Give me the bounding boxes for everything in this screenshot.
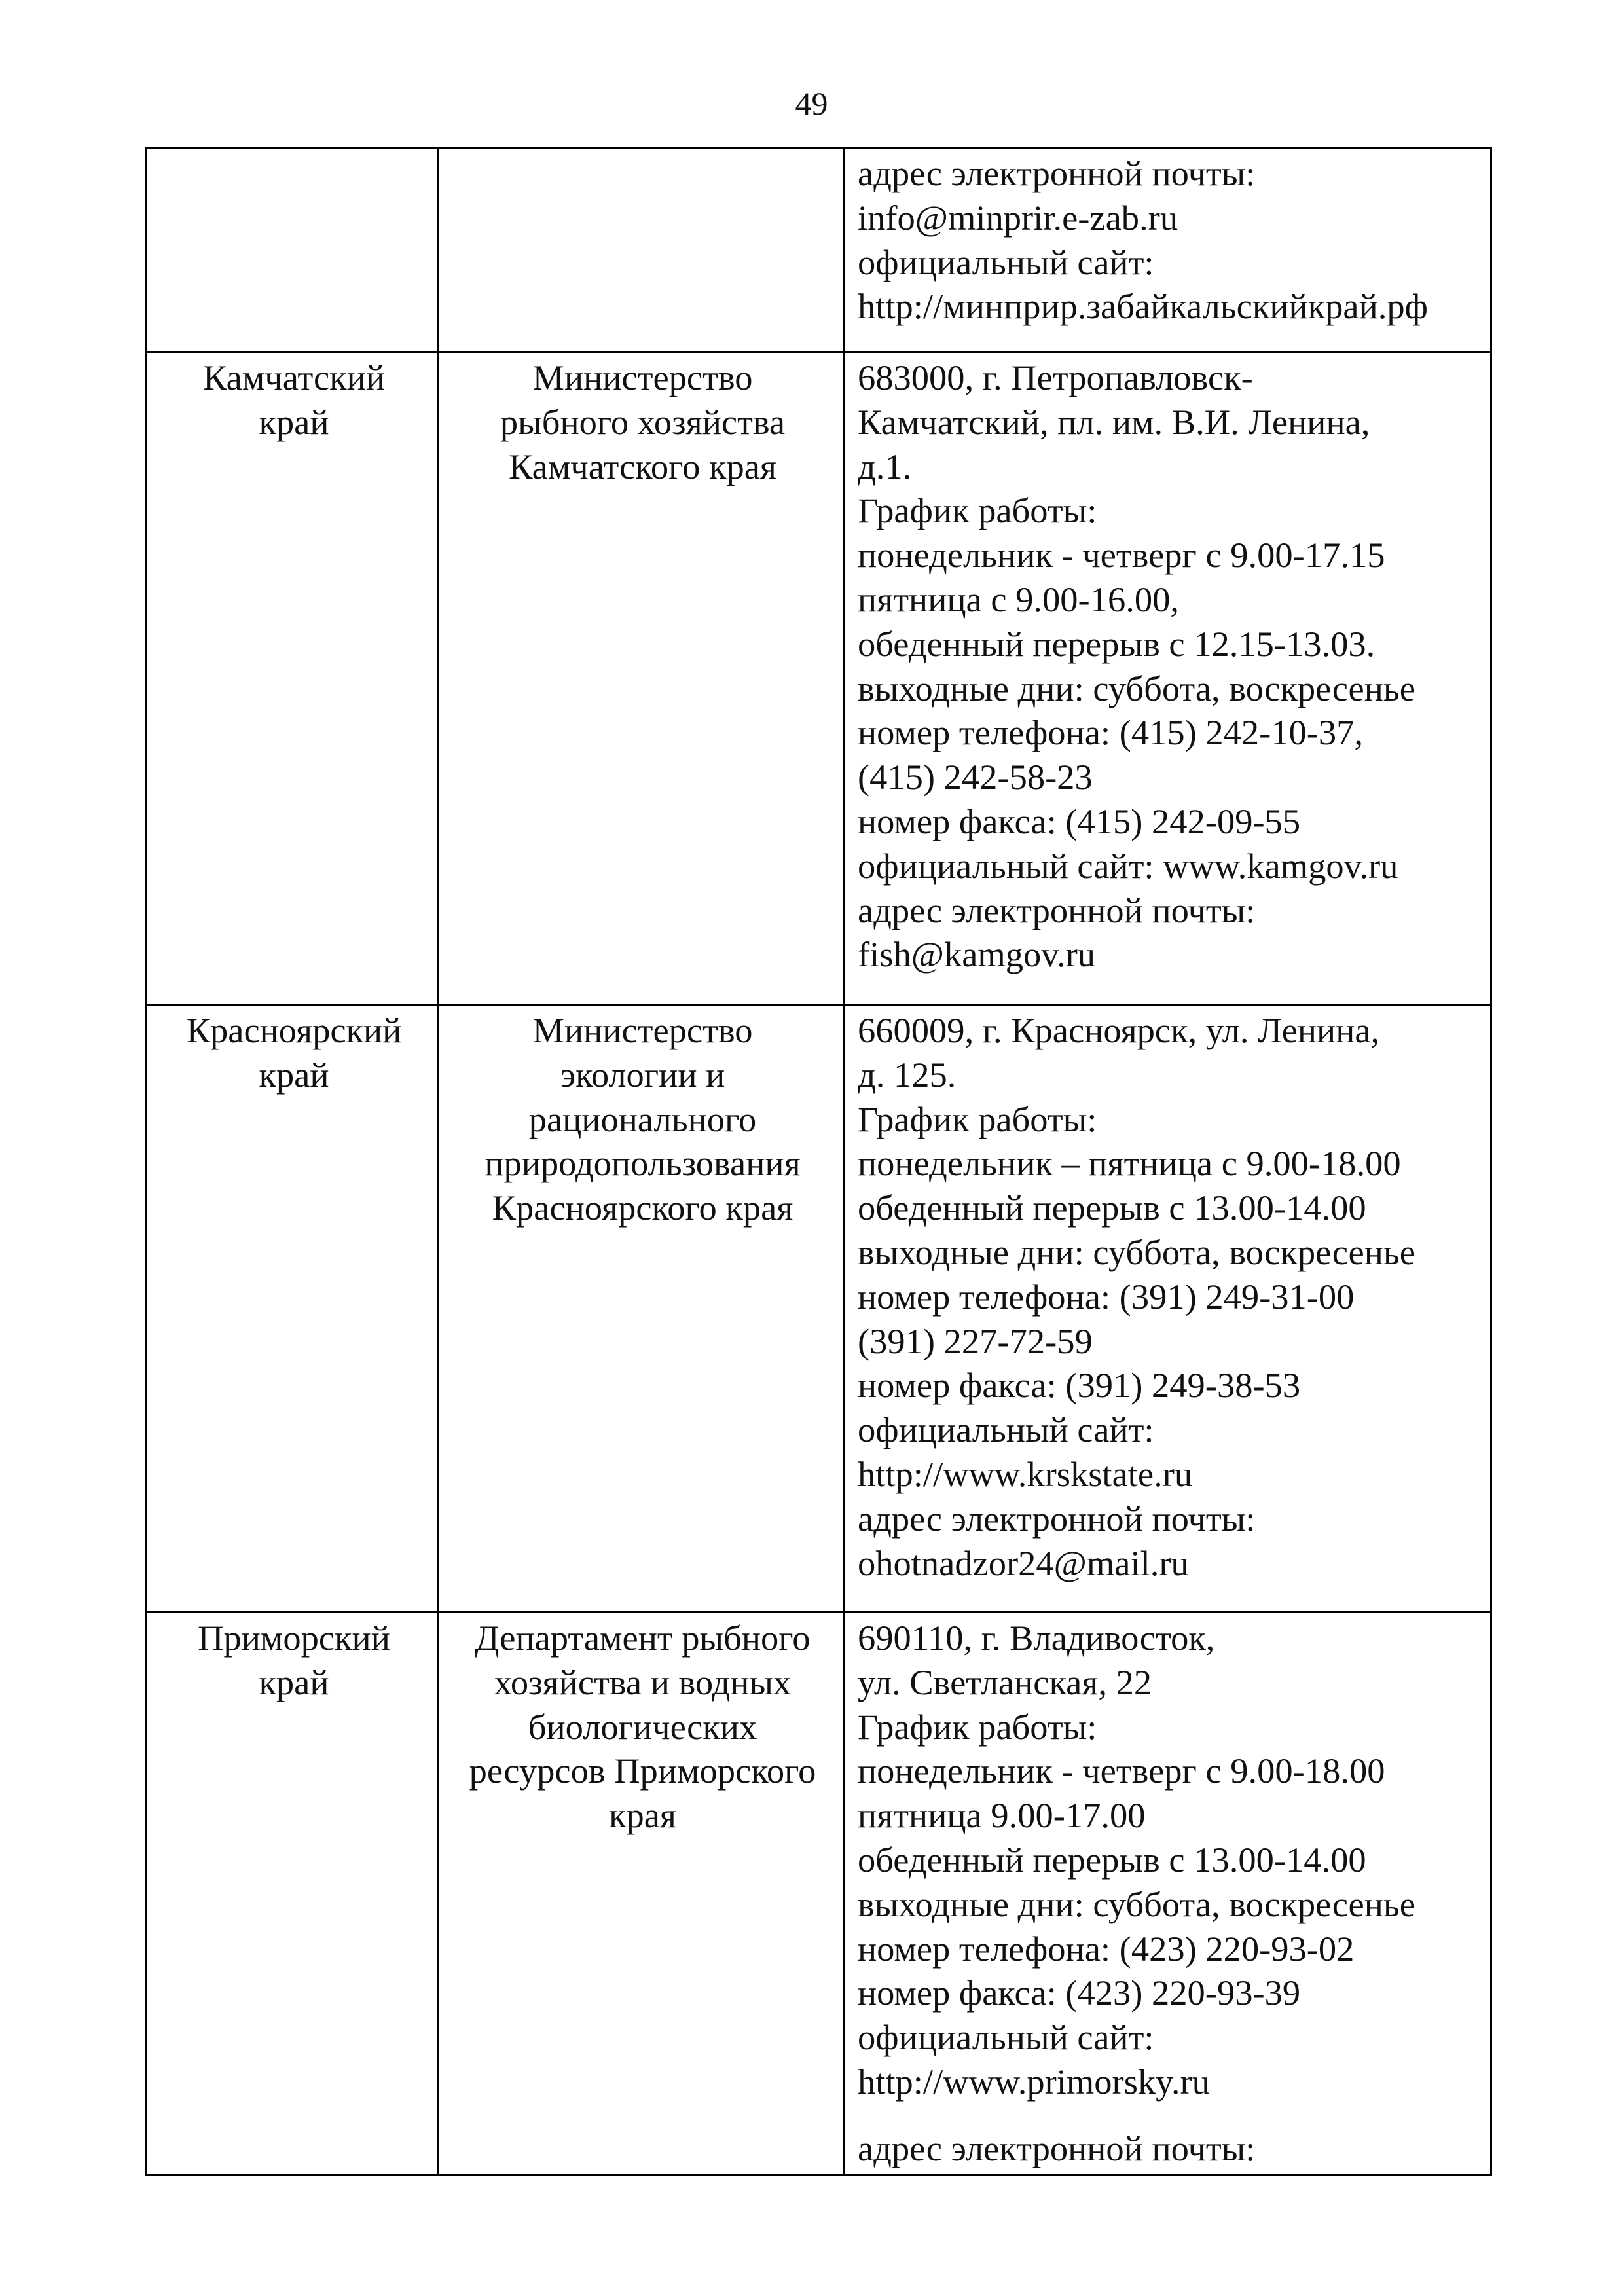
contact-info-cell bbox=[844, 148, 1491, 352]
organization-name-line: рыбного хозяйства bbox=[500, 401, 786, 442]
region-name-line: край bbox=[259, 401, 329, 442]
email-link[interactable]: info@minprir.e-zab.ru bbox=[858, 197, 1178, 238]
website-link[interactable]: официальный сайт: www.kamgov.ru bbox=[858, 845, 1398, 886]
fax-line: номер факса: (423) 220-93-39 bbox=[858, 1973, 1301, 2013]
region-name-line: Приморский bbox=[198, 1618, 390, 1658]
schedule-line: График работы: bbox=[858, 1706, 1097, 1747]
website-link[interactable]: http://www.primorsky.ru bbox=[858, 2061, 1210, 2102]
organization-name-line: Министерство bbox=[532, 357, 753, 397]
contact-info-cell bbox=[844, 1005, 1491, 1613]
schedule-line: пятница с 9.00-16.00, bbox=[858, 579, 1179, 619]
schedule-line: График работы: bbox=[858, 490, 1097, 531]
organization-name-line: природопользования bbox=[484, 1143, 801, 1184]
info-line: официальный сайт: bbox=[858, 2017, 1154, 2058]
region-name-line: край bbox=[259, 1054, 329, 1095]
contact-info-cell bbox=[844, 1613, 1491, 2175]
region-cell bbox=[147, 1005, 438, 1613]
website-link[interactable]: http://www.krskstate.ru bbox=[858, 1453, 1193, 1494]
phone-line: номер телефона: (391) 249-31-00 bbox=[858, 1276, 1355, 1317]
organization-name-line: биологических bbox=[528, 1706, 757, 1747]
table-row bbox=[147, 1613, 1491, 2175]
agencies-table bbox=[145, 147, 1492, 2176]
organization-name-line: Департамент рыбного bbox=[475, 1618, 811, 1658]
organization-name-line: ресурсов Приморского bbox=[469, 1751, 816, 1791]
region-name-line: Красноярский bbox=[186, 1010, 402, 1050]
schedule-line: пятница 9.00-17.00 bbox=[858, 1795, 1146, 1836]
address-line: д.1. bbox=[858, 446, 912, 486]
fax-line: номер факса: (415) 242-09-55 bbox=[858, 801, 1301, 841]
organization-cell bbox=[438, 1005, 844, 1613]
schedule-line: обеденный перерыв с 13.00-14.00 bbox=[858, 1188, 1366, 1228]
info-line: официальный сайт: bbox=[858, 242, 1154, 282]
region-name-line: край bbox=[259, 1662, 329, 1702]
organization-name-line: Министерство bbox=[532, 1010, 753, 1050]
region-cell bbox=[147, 352, 438, 1005]
info-line: адрес электронной почты: bbox=[858, 1498, 1256, 1539]
schedule-line: выходные дни: суббота, воскресенье bbox=[858, 668, 1415, 708]
organization-name-line: Камчатского края bbox=[509, 446, 776, 486]
address-line: 660009, г. Красноярск, ул. Ленина, bbox=[858, 1010, 1380, 1050]
schedule-line: понедельник - четверг с 9.00-18.00 bbox=[858, 1751, 1385, 1791]
fax-line: номер факса: (391) 249-38-53 bbox=[858, 1365, 1301, 1406]
region-name-line: Камчатский bbox=[203, 357, 385, 397]
table-row bbox=[147, 1005, 1491, 1613]
table-row bbox=[147, 352, 1491, 1005]
organization-cell bbox=[438, 352, 844, 1005]
page-number: 49 bbox=[795, 85, 828, 122]
website-link[interactable]: http://минприр.забайкальскийкрай.рф bbox=[858, 286, 1428, 327]
address-line: Камчатский, пл. им. В.И. Ленина, bbox=[858, 401, 1370, 442]
schedule-line: понедельник – пятница с 9.00-18.00 bbox=[858, 1143, 1401, 1184]
address-line: д. 125. bbox=[858, 1054, 957, 1095]
organization-cell bbox=[438, 148, 844, 352]
schedule-line: обеденный перерыв с 12.15-13.03. bbox=[858, 623, 1376, 664]
email-link[interactable]: fish@kamgov.ru bbox=[858, 934, 1096, 975]
info-line: официальный сайт: bbox=[858, 1410, 1154, 1450]
phone-line: номер телефона: (415) 242-10-37, bbox=[858, 712, 1364, 753]
region-cell bbox=[147, 1613, 438, 2175]
organization-name-line: Красноярского края bbox=[492, 1188, 793, 1228]
schedule-line: График работы: bbox=[858, 1099, 1097, 1139]
region-cell bbox=[147, 148, 438, 352]
organization-cell bbox=[438, 1613, 844, 2175]
phone-line: (391) 227-72-59 bbox=[858, 1321, 1093, 1361]
info-line: адрес электронной почты: bbox=[858, 2128, 1256, 2168]
schedule-line: выходные дни: суббота, воскресенье bbox=[858, 1884, 1415, 1924]
table-row bbox=[147, 148, 1491, 352]
address-line: 683000, г. Петропавловск- bbox=[858, 357, 1253, 397]
schedule-line: обеденный перерыв с 13.00-14.00 bbox=[858, 1839, 1366, 1880]
organization-name-line: экологии и bbox=[560, 1054, 725, 1095]
email-link[interactable]: ohotnadzor24@mail.ru bbox=[858, 1542, 1189, 1583]
info-line: адрес электронной почты: bbox=[858, 153, 1256, 193]
organization-name-line: хозяйства и водных bbox=[494, 1662, 792, 1702]
contact-info-cell bbox=[844, 352, 1491, 1005]
address-line: 690110, г. Владивосток, bbox=[858, 1618, 1215, 1658]
schedule-line: выходные дни: суббота, воскресенье bbox=[858, 1231, 1415, 1272]
organization-name-line: края bbox=[609, 1795, 676, 1836]
phone-line: номер телефона: (423) 220-93-02 bbox=[858, 1928, 1355, 1969]
schedule-line: понедельник - четверг с 9.00-17.15 bbox=[858, 535, 1385, 575]
organization-name-line: рационального bbox=[528, 1099, 757, 1139]
phone-line: (415) 242-58-23 bbox=[858, 757, 1093, 797]
address-line: ул. Светланская, 22 bbox=[858, 1662, 1152, 1702]
info-line: адрес электронной почты: bbox=[858, 890, 1256, 930]
